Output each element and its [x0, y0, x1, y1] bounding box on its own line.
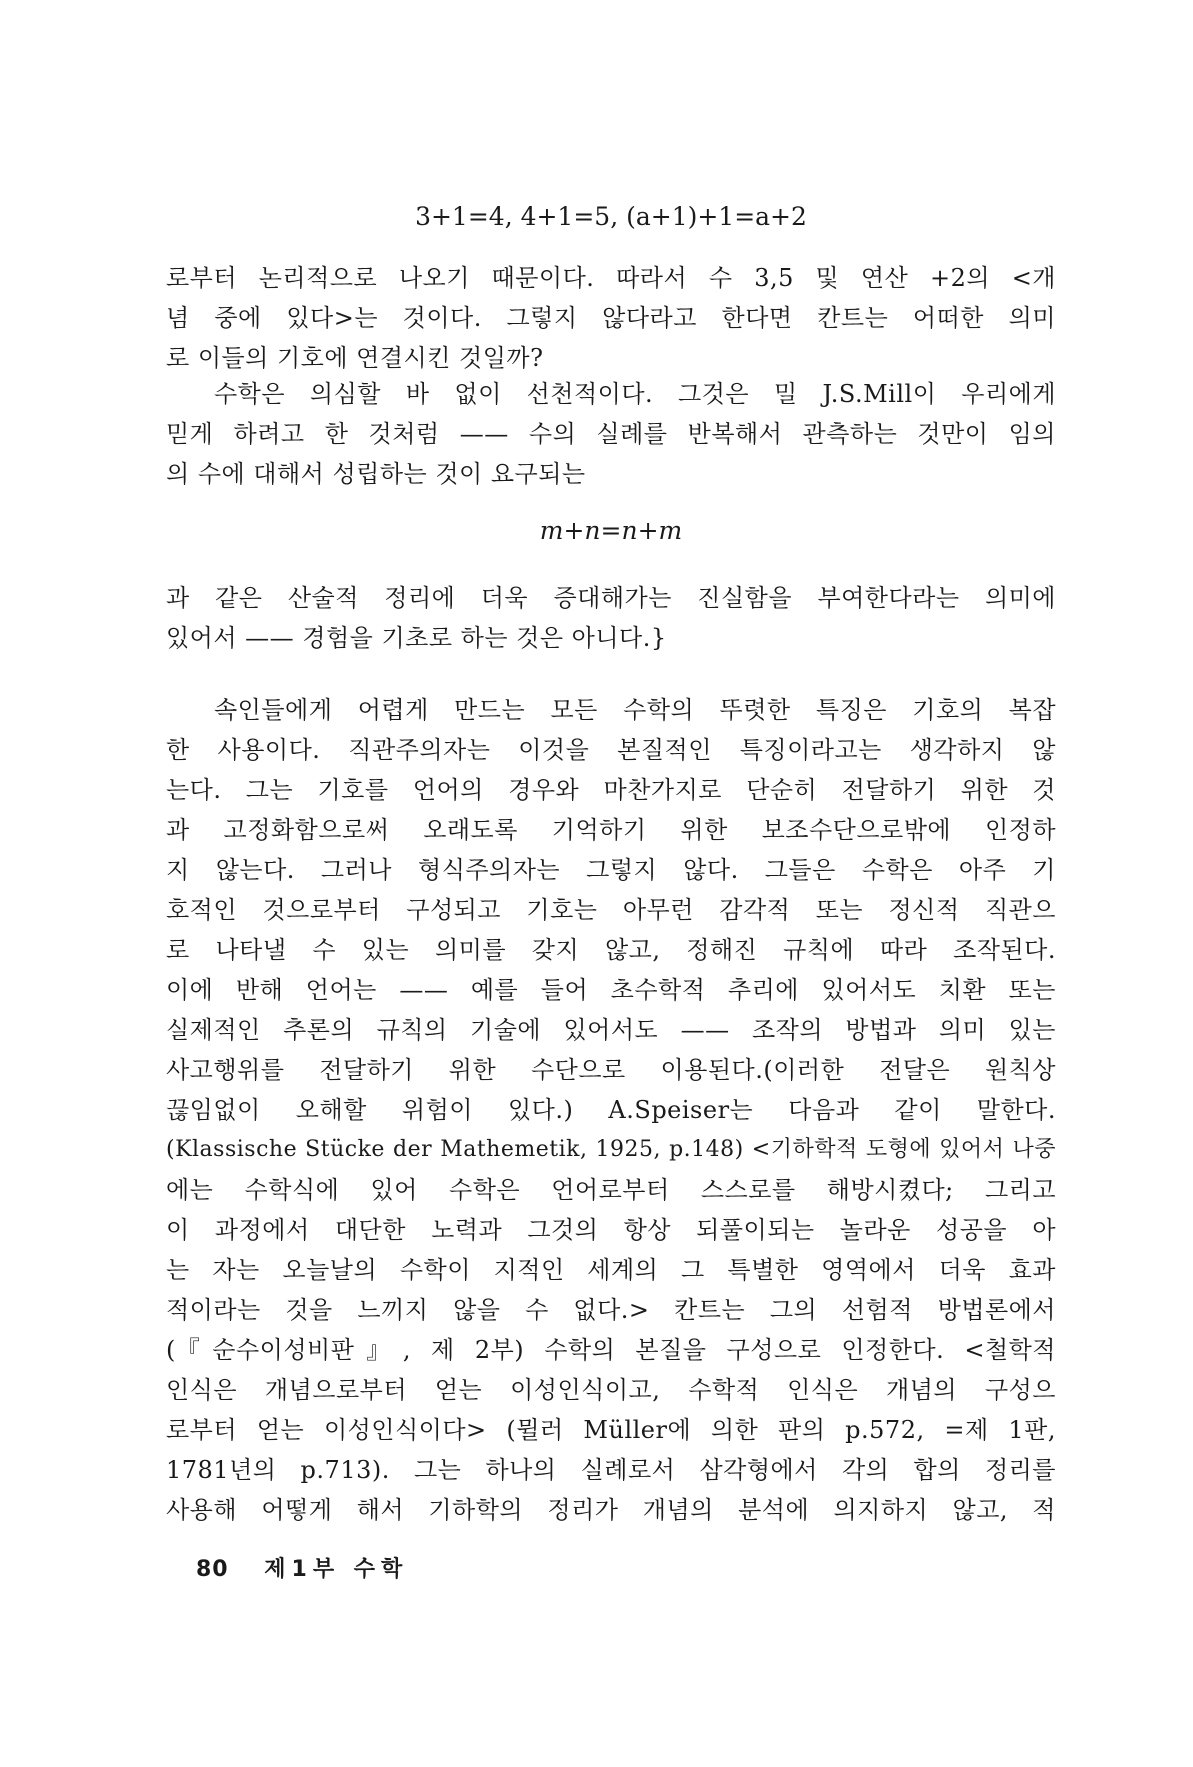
- text-line: 1781년의 p.713). 그는 하나의 실례로서 삼각형에서 각의 합의 정리를: [166, 1456, 1056, 1484]
- text-line: 호적인 것으로부터 구성되고 기호는 아무런 감각적 또는 정신적 직관으: [166, 896, 1056, 924]
- text-line: (Klassische Stücke der Mathemetik, 1925, p.148) <기하학적 도형에 있어서 나중: [166, 1137, 1056, 1162]
- formula-arithmetic: 3+1=4, 4+1=5, (a+1)+1=a+2: [415, 202, 807, 231]
- text-line: 믿게 하려고 한 것처럼 —— 수의 실례를 반복해서 관측하는 것만이 임의: [166, 420, 1056, 448]
- paragraph-3: [166, 578, 1056, 658]
- text-line: 는 자는 오늘날의 수학이 지적인 세계의 그 특별한 영역에서 더욱 효과: [166, 1256, 1056, 1284]
- text-line: 로 나타낼 수 있는 의미를 갖지 않고, 정해진 규칙에 따라 조작된다.: [166, 936, 1056, 964]
- page-footer: [196, 1552, 408, 1583]
- text-line: 로 이들의 기호에 연결시킨 것일까?: [166, 344, 544, 372]
- text-line: 과 같은 산술적 정리에 더욱 증대해가는 진실함을 부여한다라는 의미에: [166, 584, 1056, 612]
- text-line: 는다. 그는 기호를 언어의 경우와 마찬가지로 단순히 전달하기 위한 것: [166, 776, 1056, 804]
- text-line: 로부터 얻는 이성인식이다> (뮐러 Müller에 의한 판의 p.572, =제 1판,: [166, 1416, 1056, 1444]
- text-line: 념 중에 있다>는 것이다. 그렇지 않다라고 한다면 칸트는 어떠한 의미: [166, 304, 1056, 332]
- text-line: 지 않는다. 그러나 형식주의자는 그렇지 않다. 그들은 수학은 아주 기: [166, 856, 1056, 884]
- text-line: 끊임없이 오해할 위험이 있다.) A.Speiser는 다음과 같이 말한다.: [166, 1096, 1056, 1124]
- text-line: 수학은 의심할 바 없이 선천적이다. 그것은 밀 J.S.Mill이 우리에게: [214, 380, 1056, 408]
- text-line: 적이라는 것을 느끼지 않을 수 없다.> 칸트는 그의 선험적 방법론에서: [166, 1296, 1056, 1324]
- text-line: 한 사용이다. 직관주의자는 이것을 본질적인 특징이라고는 생각하지 않: [166, 736, 1056, 764]
- paragraph-4: [166, 690, 1056, 1530]
- text-line: 사고행위를 전달하기 위한 수단으로 이용된다.(이러한 전달은 원칙상: [166, 1056, 1056, 1084]
- text-line: 속인들에게 어렵게 만드는 모든 수학의 뚜렷한 특징은 기호의 복잡: [214, 696, 1056, 724]
- text-line: (『순수이성비판』, 제 2부) 수학의 본질을 구성으로 인정한다. <철학적: [166, 1336, 1056, 1364]
- paragraph-2: [166, 374, 1056, 494]
- text-line: 에는 수학식에 있어 수학은 언어로부터 스스로를 해방시켰다; 그리고: [166, 1176, 1056, 1204]
- text-line: 사용해 어떻게 해서 기하학의 정리가 개념의 분석에 의지하지 않고, 적: [166, 1496, 1056, 1524]
- text-line: 이 과정에서 대단한 노력과 그것의 항상 되풀이되는 놀라운 성공을 아: [166, 1216, 1056, 1244]
- paragraph-1: [166, 258, 1056, 378]
- text-line: 로부터 논리적으로 나오기 때문이다. 따라서 수 3,5 및 연산 +2의 <개: [166, 264, 1056, 292]
- text-line: 이에 반해 언어는 —— 예를 들어 초수학적 추리에 있어서도 치환 또는: [166, 976, 1056, 1004]
- text-line: 있어서 —— 경험을 기초로 하는 것은 아니다.}: [166, 624, 667, 652]
- page-number: 80: [196, 1557, 229, 1582]
- text-line: 과 고정화함으로써 오래도록 기억하기 위한 보조수단으로밖에 인정하: [166, 816, 1056, 844]
- formula-commutative: m+n=n+m: [539, 516, 683, 545]
- running-title: 제1부 수학: [264, 1557, 409, 1582]
- text-line: 의 수에 대해서 성립하는 것이 요구되는: [166, 460, 586, 488]
- text-line: 인식은 개념으로부터 얻는 이성인식이고, 수학적 인식은 개념의 구성으: [166, 1376, 1056, 1404]
- text-line: 실제적인 추론의 규칙의 기술에 있어서도 —— 조작의 방법과 의미 있는: [166, 1016, 1056, 1044]
